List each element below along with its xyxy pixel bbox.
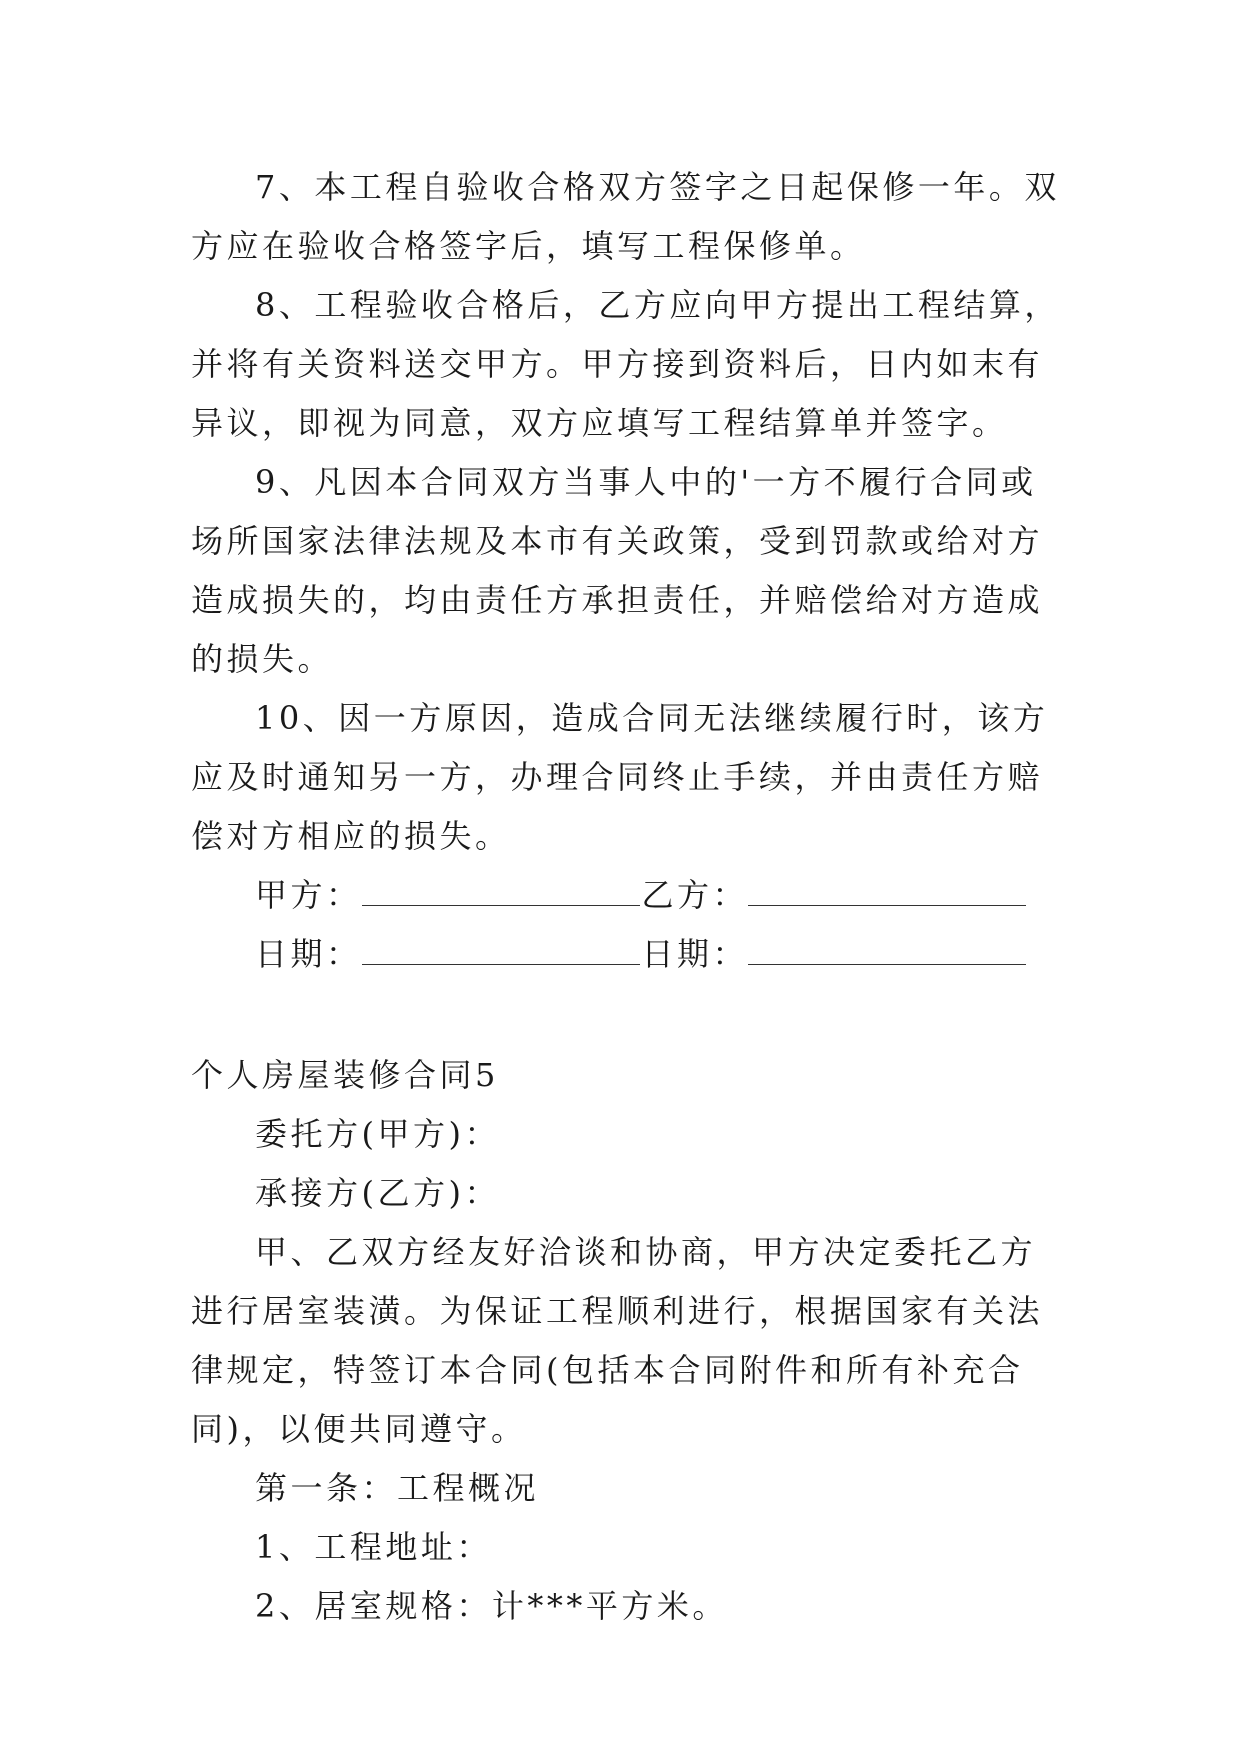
- clause-9: 9、凡因本合同双方当事人中的'一方不履行合同或场所国家法律法规及本市有关政策，受到罚款或给对方造成损失的，均由责任方承担责任，并赔偿给对方造成的损失。: [191, 463, 1044, 678]
- section-title: 个人房屋装修合同5: [191, 1056, 499, 1094]
- client-party-line: 委托方(甲方)：: [255, 1115, 500, 1153]
- party-a-label: 甲方：: [255, 876, 362, 914]
- clause-10: 10、因一方原因，造成合同无法继续履行时，该方应及时通知另一方，办理合同终止手续，并由责任方赔偿对方相应的损失。: [191, 699, 1049, 855]
- party-b-label: 乙方：: [641, 876, 749, 914]
- room-size-line: 2、居室规格：计***平方米。: [255, 1587, 728, 1625]
- party-b-blank: [748, 883, 1026, 906]
- signature-row-parties: [191, 866, 1071, 925]
- party-a-blank: [362, 883, 640, 906]
- date-a-blank: [362, 942, 640, 965]
- preamble-paragraph: 甲、乙双方经友好洽谈和协商，甲方决定委托乙方进行居室装潢。为保证工程顺利进行，根据国家有关法律规定，特签订本合同(包括本合同附件和所有补充合同)，以便共同遵守。: [191, 1233, 1044, 1448]
- signature-row-dates: [191, 925, 1071, 984]
- clause-8: 8、工程验收合格后，乙方应向甲方提出工程结算，并将有关资料送交甲方。甲方接到资料后，日内如末有异议，即视为同意，双方应填写工程结算单并签字。: [191, 286, 1060, 442]
- project-address-line: 1、工程地址：: [255, 1528, 492, 1566]
- date-b-blank: [748, 942, 1026, 965]
- section-gap: [191, 984, 1071, 1046]
- date-b-label: 日期：: [641, 935, 749, 973]
- clause-7: 7、本工程自验收合格双方签字之日起保修一年。双方应在验收合格签字后，填写工程保修单。: [191, 168, 1060, 265]
- article-1-heading: 第一条：工程概况: [255, 1469, 540, 1507]
- contractor-party-line: 承接方(乙方)：: [255, 1174, 500, 1212]
- document-page: [191, 158, 1071, 1636]
- date-a-label: 日期：: [255, 935, 362, 973]
